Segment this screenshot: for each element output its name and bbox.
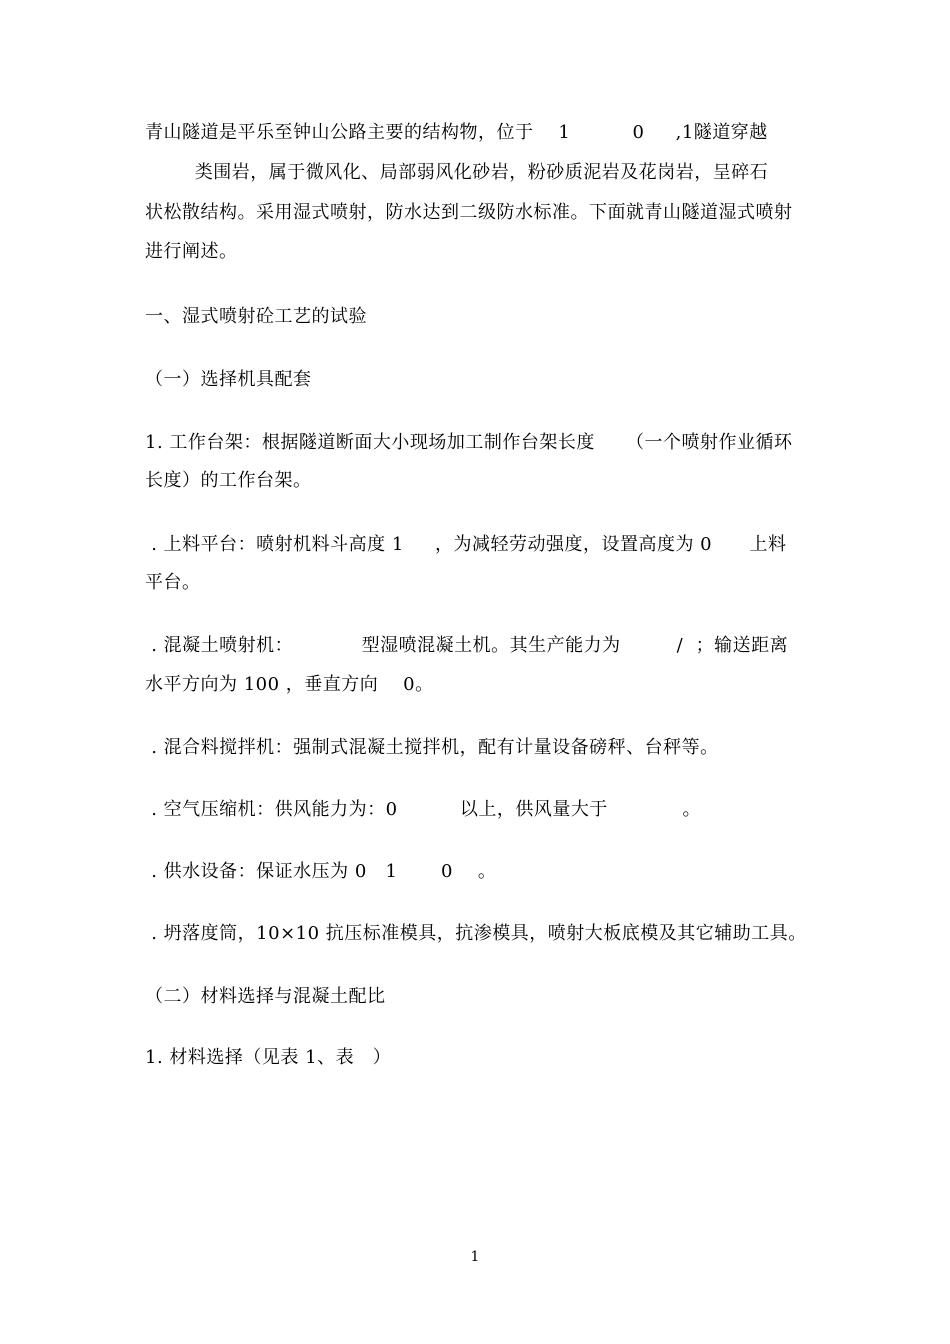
section-1-heading: 一、湿式喷射砼工艺的试验	[145, 306, 367, 327]
subsection-2-heading: （二）材料选择与混凝土配比	[145, 986, 386, 1007]
item-8: 1. 材料选择（见表 1、表 ）	[145, 1047, 392, 1068]
item-2-line-1: . 上料平台：喷射机料斗高度 1 ，为减轻劳动强度，设置高度为 0 上料	[145, 534, 787, 555]
item-3-line-2: 水平方向为 100 ，垂直方向 0。	[145, 674, 434, 695]
page-number: 1	[470, 1249, 480, 1265]
item-2-line-2: 平台。	[145, 572, 201, 593]
subsection-1-heading: （一）选择机具配套	[145, 369, 312, 390]
item-1-line-1: 1. 工作台架：根据隧道断面大小现场加工制作台架长度 （一个喷射作业循环	[145, 432, 793, 453]
intro-line-1: 青山隧道是平乐至钟山公路主要的结构物，位于 1 0 ,1隧道穿越	[145, 122, 768, 143]
intro-line-4: 进行阐述。	[145, 241, 238, 262]
intro-line-3: 状松散结构。采用湿式喷射，防水达到二级防水标准。下面就青山隧道湿式喷射	[145, 202, 793, 223]
item-4: . 混合料搅拌机：强制式混凝土搅拌机，配有计量设备磅秤、台秤等。	[145, 737, 719, 758]
intro-line-2: 类围岩，属于微风化、局部弱风化砂岩，粉砂质泥岩及花岗岩，呈碎石	[145, 162, 769, 183]
item-7: . 坍落度筒，10×10 抗压标准模具，抗渗模具，喷射大板底模及其它辅助工具。	[145, 923, 807, 944]
item-5: . 空气压缩机：供风能力为：0 以上，供风量大于 。	[145, 799, 701, 820]
item-3-line-1: . 混凝土喷射机： 型湿喷混凝土机。其生产能力为 / ；输送距离	[145, 635, 789, 656]
item-6: . 供水设备：保证水压为 0 1 0 。	[145, 861, 497, 882]
item-1-line-2: 长度）的工作台架。	[145, 470, 312, 491]
